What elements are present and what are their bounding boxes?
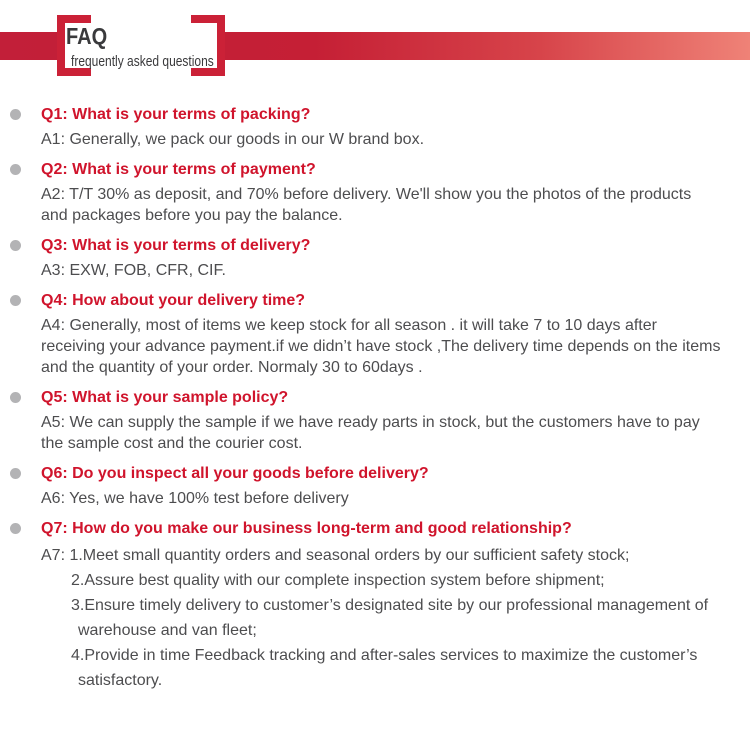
- faq-answer-line: 3.Ensure timely delivery to customer’s designated site by our professional management of: [71, 597, 709, 614]
- faq-answer-line: and packages before you pay the balance.: [41, 207, 343, 224]
- faq-answer-line: the sample cost and the courier cost.: [41, 435, 303, 452]
- faq-list: [0, 90, 750, 693]
- faq-answer-line: 4.Provide in time Feedback tracking and after-sales services to maximize the customer’s: [71, 647, 698, 664]
- faq-answer-line: A6: Yes, we have 100% test before delivery: [41, 490, 349, 507]
- faq-answer-line: A2: T/T 30% as deposit, and 70% before delivery. We'll show you the photos of the products: [41, 186, 692, 203]
- faq-answer-line: 2.Assure best quality with our complete inspection system before shipment;: [71, 572, 605, 589]
- faq-answer-line: A1: Generally, we pack our goods in our W brand box.: [41, 131, 425, 148]
- header-banner: [0, 0, 750, 90]
- faq-item: [41, 463, 750, 509]
- bullet-icon: [10, 240, 21, 251]
- faq-answer-line: A4: Generally, most of items we keep stock for all season . it will take 7 to 10 days after: [41, 317, 657, 334]
- faq-answer: [41, 412, 750, 454]
- faq-answer-line: warehouse and van fleet;: [78, 622, 257, 639]
- page-subtitle: frequently asked questions: [71, 53, 214, 70]
- faq-question: Q5: What is your sample policy?: [41, 389, 289, 406]
- page-title: FAQ: [66, 23, 108, 49]
- faq-answer-line: A3: EXW, FOB, CFR, CIF.: [41, 262, 226, 279]
- faq-answer-line: A5: We can supply the sample if we have ready parts in stock, but the customers have to pay: [41, 414, 700, 431]
- bullet-icon: [10, 523, 21, 534]
- faq-question: Q6: Do you inspect all your goods before delivery?: [41, 465, 429, 482]
- faq-answer-line: A7: 1.Meet small quantity orders and seasonal orders by our sufficient safety stock;: [41, 547, 630, 564]
- faq-answer: [41, 488, 750, 509]
- faq-item: [41, 159, 750, 226]
- faq-item: [41, 235, 750, 281]
- bullet-icon: [10, 295, 21, 306]
- faq-item: [41, 290, 750, 378]
- faq-question: Q3: What is your terms of delivery?: [41, 237, 311, 254]
- faq-item: [41, 387, 750, 454]
- faq-title-box: [57, 15, 225, 76]
- faq-answer: [41, 129, 750, 150]
- faq-answer-line: and the quantity of your order. Normaly 30 to 60days .: [41, 359, 423, 376]
- faq-answer-line: satisfactory.: [78, 672, 163, 689]
- bullet-icon: [10, 164, 21, 175]
- bullet-icon: [10, 468, 21, 479]
- bullet-icon: [10, 392, 21, 403]
- faq-answer: [41, 260, 750, 281]
- faq-item: [41, 518, 750, 693]
- faq-item: [41, 104, 750, 150]
- faq-answer: [41, 184, 750, 226]
- faq-answer: [41, 315, 750, 378]
- faq-question: Q4: How about your delivery time?: [41, 292, 306, 309]
- faq-question: Q1: What is your terms of packing?: [41, 106, 311, 123]
- faq-question: Q2: What is your terms of payment?: [41, 161, 316, 178]
- faq-answer-line: receiving your advance payment.if we didn’t have stock ,The delivery time depends on the items: [41, 338, 721, 355]
- faq-answer: [41, 543, 750, 693]
- faq-question: Q7: How do you make our business long-term and good relationship?: [41, 520, 572, 537]
- bullet-icon: [10, 109, 21, 120]
